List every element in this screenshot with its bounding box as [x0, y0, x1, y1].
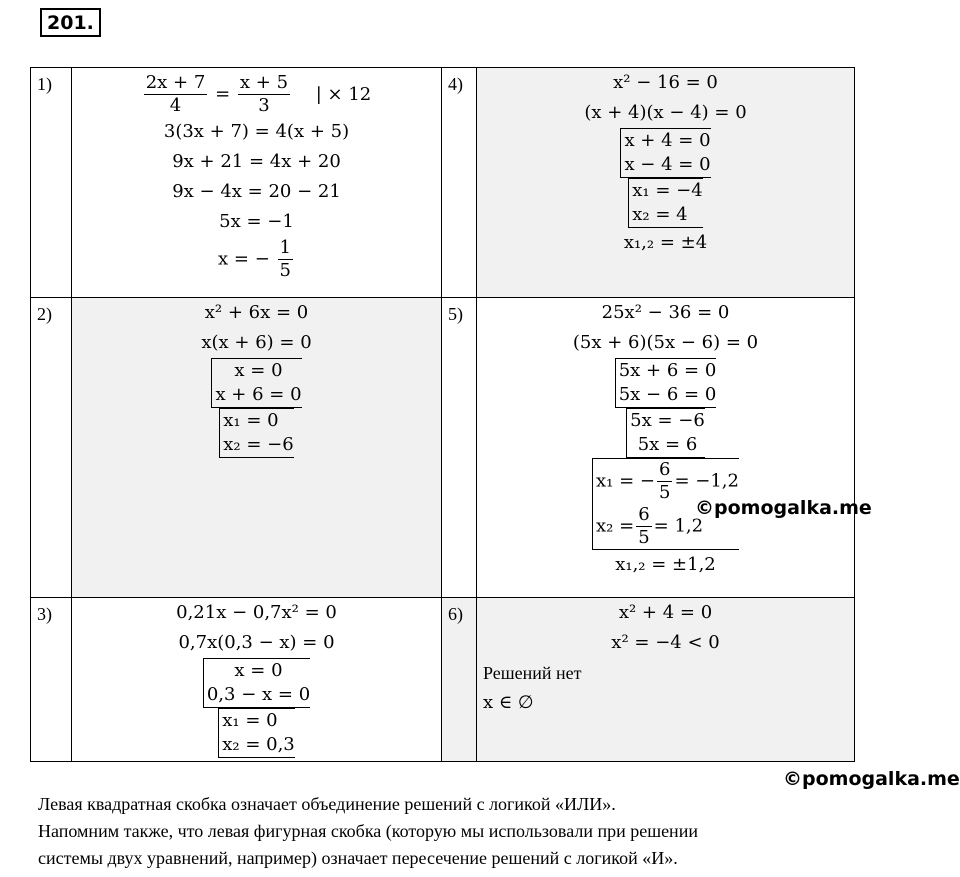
set-bracket: x = 0 0,3 − x = 0	[72, 658, 441, 708]
note-line-1: Левая квадратная скобка означает объединение решений с логикой «ИЛИ».	[38, 794, 616, 814]
equation-line: x ∈ ∅	[483, 692, 534, 713]
equation-line: x₁,₂ = ±4	[623, 232, 708, 253]
cell-solution-2	[72, 298, 442, 598]
equation-line: 3(3x + 7) = 4(x + 5)	[163, 121, 350, 142]
equation-line: x(x + 6) = 0	[201, 332, 312, 353]
note-line-3: системы двух уравнений, например) означает пересечение решений с логикой «И».	[38, 848, 678, 868]
fraction: $\frac{6}{5}$	[659, 459, 671, 503]
equation-line: 0,7x(0,3 − x) = 0	[178, 632, 335, 653]
cell-label-2: 2)	[31, 298, 72, 598]
cell-solution-3	[72, 598, 442, 762]
set-bracket: x₁ = 0 x₂ = −6	[72, 408, 441, 458]
equation-line: 9x + 21 = 4x + 20	[172, 151, 341, 172]
equation-line: (5x + 6)(5x − 6) = 0	[572, 332, 759, 353]
equation-line: x² − 16 = 0	[613, 72, 718, 93]
cell-solution-6	[477, 598, 855, 762]
equation-line: $\frac{2x + 7}{4}$ = $\frac{x + 5}{3}$ | × 12	[145, 72, 372, 116]
equation-line: x² = −4 < 0	[611, 632, 720, 653]
solution-table	[30, 67, 855, 762]
equation-line: x = − $\frac{1}{5}$	[218, 237, 291, 281]
equation-line: 0,21x − 0,7x² = 0	[176, 602, 337, 623]
equation-line: x₁,₂ = ±1,2	[615, 554, 716, 575]
cell-label-6: 6)	[442, 598, 477, 762]
set-bracket: x₁ = −4 x₂ = 4	[477, 178, 854, 228]
fraction: $\frac{2x + 7}{4}$	[145, 72, 206, 116]
set-bracket: x = 0 x + 6 = 0	[72, 358, 441, 408]
equation-line: (x + 4)(x − 4) = 0	[584, 102, 747, 123]
set-bracket: x₁ = − $\frac{6}{5}$ = −1,2 x₂ = $\frac{6}{5}$ = 1,2	[477, 458, 854, 550]
equation-line: 5x = −1	[219, 211, 294, 232]
set-bracket: 5x + 6 = 0 5x − 6 = 0	[477, 358, 854, 408]
no-solutions-text: Решений нет	[483, 663, 582, 683]
set-bracket: x₁ = 0 x₂ = 0,3	[72, 708, 441, 758]
cell-solution-1	[72, 68, 442, 298]
cell-label-5: 5)	[442, 298, 477, 598]
equation-line: 25x² − 36 = 0	[601, 302, 730, 323]
equation-line: x² + 4 = 0	[618, 602, 713, 623]
fraction: $\frac{x + 5}{3}$	[239, 72, 289, 116]
note-line-2: Напомним также, что левая фигурная скобка (которую мы использовали при решении	[38, 821, 698, 841]
cell-solution-4	[477, 68, 855, 298]
cell-label-1: 1)	[31, 68, 72, 298]
equation-line: x² + 6x = 0	[204, 302, 309, 323]
fraction: $\frac{6}{5}$	[638, 504, 650, 548]
cell-label-4: 4)	[442, 68, 477, 298]
cell-label-3: 3)	[31, 598, 72, 762]
set-bracket: 5x = −6 5x = 6	[477, 408, 854, 458]
watermark-inline: ©pomogalka.me	[695, 497, 872, 519]
watermark-bottom: ©pomogalka.me	[783, 768, 960, 790]
problem-number: 201.	[40, 8, 101, 37]
set-bracket: x + 4 = 0 x − 4 = 0	[477, 128, 854, 178]
equation-line: 9x − 4x = 20 − 21	[172, 181, 341, 202]
cell-solution-5	[477, 298, 855, 598]
fraction: $\frac{1}{5}$	[279, 237, 291, 281]
